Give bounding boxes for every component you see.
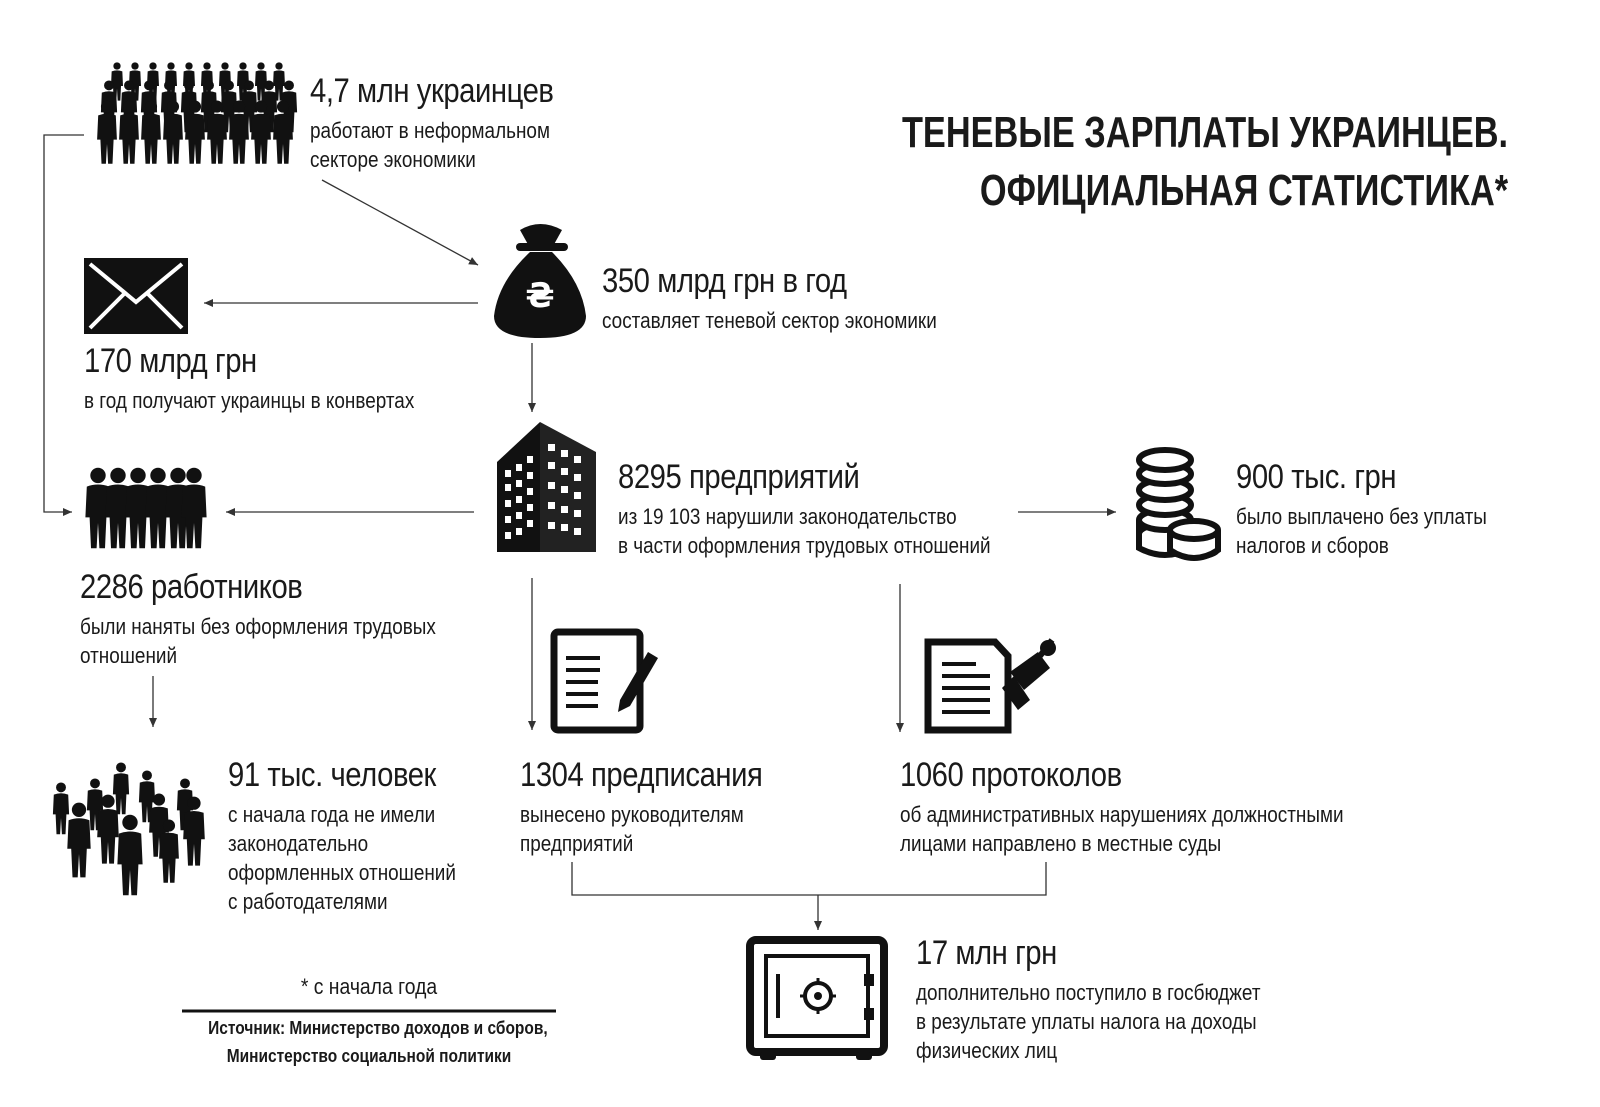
stat-caption: в части оформления трудовых отношений [618,533,991,558]
workers-icon [85,468,206,549]
stat-caption: из 19 103 нарушили законодательство [618,504,957,529]
source-line-2: Министерство социальной политики [226,1046,512,1066]
hryvnia-symbol: ₴ [525,276,555,316]
stat-caption: работают в неформальном [310,118,550,143]
stat-caption: налогов и сборов [1236,533,1389,558]
stat-caption: физических лиц [916,1038,1058,1063]
stat-people [228,758,493,916]
stat-caption: с работодателями [228,889,388,914]
document-pen-icon [554,632,658,730]
source [182,1014,556,1070]
stat-caption: в результате уплаты налога на доходы [916,1009,1257,1034]
stat-value: 900 тыс. грн [1236,458,1397,496]
stat-caption: вынесено руководителям [520,802,744,827]
stat-envelopes [84,344,468,415]
stat-caption: были наняты без оформления трудовых [80,614,436,639]
stat-value: 350 млрд грн в год [602,262,847,300]
stat-value: 2286 работников [80,568,303,606]
stat-workers [80,570,494,670]
stat-value: 1060 протоколов [900,756,1122,794]
page-title [902,104,1508,220]
stat-caption: составляет теневой сектор экономики [602,308,937,333]
stat-value: 4,7 млн украинцев [310,72,554,110]
stat-value: 8295 предприятий [618,458,860,496]
footnote: * с начала года [300,974,438,999]
stat-caption: дополнительно поступило в госбюджет [916,980,1261,1005]
stat-caption: отношений [80,643,178,668]
stat-caption: было выплачено без уплаты [1236,504,1487,529]
stat-caption: законодательно [228,831,369,856]
document-stamp-icon [928,640,1056,730]
safe-icon [750,940,884,1060]
arrow-informal-to-shadow [322,180,478,265]
bracket-orders-protocols [572,862,1046,895]
title-line-1: ТЕНЕВЫЕ ЗАРПЛАТЫ УКРАИНЦЕВ. [901,108,1508,157]
stat-protocols [900,758,1416,858]
coins-icon [1139,450,1218,558]
stat-budget [916,936,1317,1065]
stat-value: 1304 предписания [520,756,763,794]
stat-informal [310,74,593,174]
stat-caption: секторе экономики [310,147,476,172]
stat-value: 91 тыс. человек [228,756,436,794]
stat-caption: об административных нарушениях должностными [900,802,1344,827]
building-icon [497,422,596,552]
stat-enterprises [618,460,1051,560]
stat-value: 170 млрд грн [84,342,257,380]
stat-caption: лицами направлено в местные суды [900,831,1222,856]
stat-caption: в год получают украинцы в конвертах [84,388,415,413]
envelope-icon [84,258,188,334]
stat-value: 17 млн грн [916,934,1057,972]
scattered-people-icon [53,762,205,895]
arrow-crowd-to-workers [44,135,84,512]
stat-orders [520,758,802,858]
stat-caption: оформленных отношений [228,860,456,885]
stat-caption: предприятий [520,831,634,856]
stat-shadow [602,264,991,335]
title-line-2: ОФИЦИАЛЬНАЯ СТАТИСТИКА* [979,166,1508,215]
crowd-icon [97,62,297,163]
stat-caption: с начала года не имели [228,802,436,827]
stat-untaxed [1236,460,1528,560]
source-line-1: Источник: Министерство доходов и сборов, [208,1018,548,1038]
